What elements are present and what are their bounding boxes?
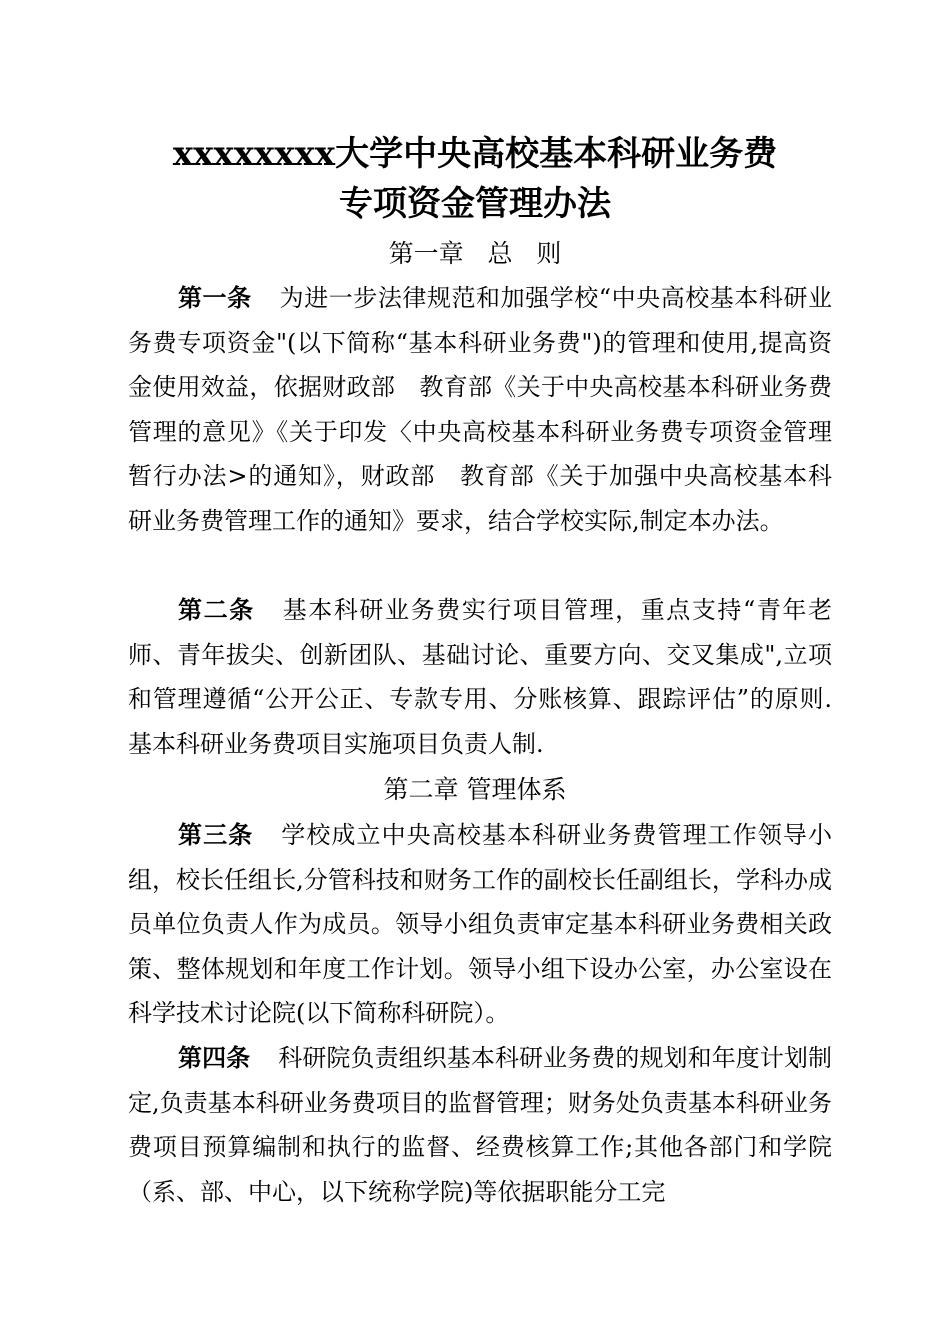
article-2-text: 基本科研业务费实行项目管理，重点支持“青年老师、青年拔尖、创新团队、基础讨论、重要方向、交叉集成",立项和管理遵循“公开公正、专款专用、分账核算、跟踪评估”的原则.基本科研业务费项目实施项目负责人制.	[128, 596, 832, 758]
document-title-line-2: 专项资金管理办法	[339, 184, 611, 224]
chapter-heading-1: 第一章 总 则	[388, 239, 562, 268]
article-1-label: 第一条	[178, 284, 252, 312]
article-2-label: 第二条	[178, 596, 255, 624]
article-1-text: 为进一步法律规范和加强学校“中央高校基本科研业务费专项资金"(以下简称“基本科研业务费")的管理和使用,提高资金使用效益，依据财政部 教育部《关于中央高校基本科研业务费管理的意见》《关于印发〈中央高校基本科研业务费专项资金管理暂行办法>的通知》，财政部 教育部《关于加强中央高校基本科研业务费管理工作的通知》要求，结合学校实际,制定本办法。	[128, 284, 832, 535]
document-title-line-1: xxxxxxxx大学中央高校基本科研业务费	[172, 134, 778, 174]
article-3-label: 第三条	[178, 821, 254, 849]
article-2	[128, 588, 832, 766]
article-4-label: 第四条	[178, 1044, 251, 1072]
article-3-text: 学校成立中央高校基本科研业务费管理工作领导小组，校长任组长,分管科技和财务工作的副校长任副组长，学科办成员单位负责人作为成员。领导小组负责审定基本科研业务费相关政策、整体规划和年度工作计划。领导小组下设办公室，办公室设在科学技术讨论院(以下简称科研院）。	[128, 821, 832, 1027]
article-4-text: 科研院负责组织基本科研业务费的规划和年度计划制定,负责基本科研业务费项目的监督管理；财务处负责基本科研业务费项目预算编制和执行的监督、经费核算工作;其他各部门和学院（系、部、中心，以下统称学院)等依据职能分工完	[128, 1044, 833, 1206]
article-3	[128, 813, 832, 1036]
article-4	[128, 1036, 832, 1214]
article-1	[128, 276, 832, 543]
chapter-heading-2: 第二章 管理体系	[383, 775, 567, 804]
